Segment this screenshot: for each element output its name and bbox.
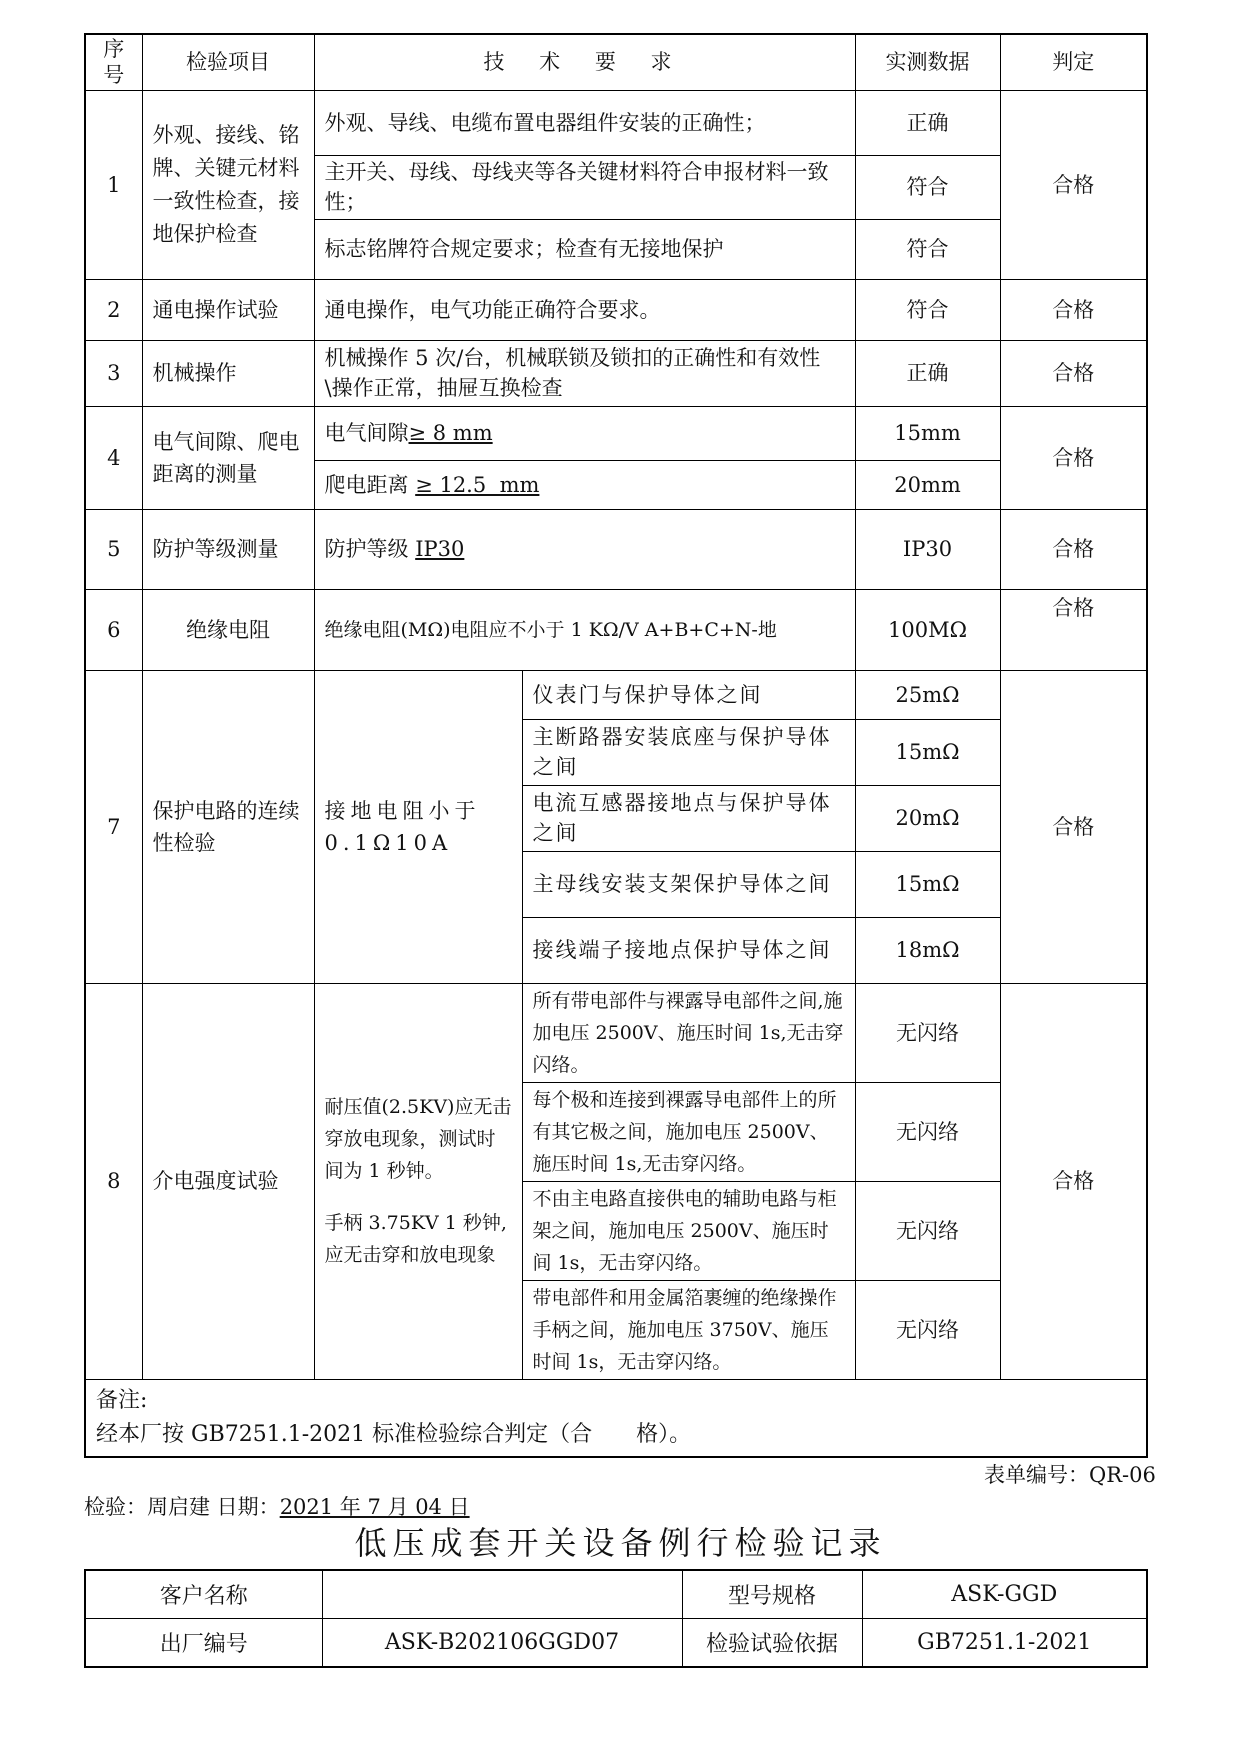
row-measured: 符合: [855, 155, 1000, 219]
row-seq: 7: [85, 670, 142, 983]
row-item: 保护电路的连续性检验: [142, 670, 314, 983]
clearance-label: 电气间隙: [324, 421, 409, 445]
creepage-label: 爬电距离: [324, 472, 416, 497]
row-requirement: 主开关、母线、母线夹等各关键材料符合申报材料一致性；: [314, 155, 855, 219]
row-item: 防护等级测量: [142, 509, 314, 589]
table-row: [85, 589, 1147, 670]
row-test-point: 主母线安装支架保护导体之间: [522, 851, 855, 917]
inspection-date: 2021 年 7 月 04 日: [279, 1495, 470, 1519]
header-tech: 技 术 要 求: [314, 34, 855, 90]
notes-label: 备注:: [96, 1387, 148, 1413]
row-item: 外观、接线、铭牌、关键元材料一致性检查，接地保护检查: [142, 90, 314, 279]
row-item: 通电操作试验: [142, 279, 314, 340]
header-verdict: 判定: [1000, 34, 1147, 90]
row-item: 绝缘电阻: [142, 589, 314, 670]
row-seq: 6: [85, 589, 142, 670]
row-measured: 18mΩ: [855, 917, 1000, 983]
header-seq: 序 号: [85, 34, 142, 90]
table-row: [85, 509, 1147, 589]
row-requirement: 绝缘电阻(MΩ)电阻应不小于 1 KΩ/V A+B+C+N-地: [314, 589, 855, 670]
row-requirement: 机械操作 5 次/台，机械联锁及锁扣的正确性和有效性\操作正常，抽屉互换检查: [314, 340, 855, 406]
row-requirement: 标志铭牌符合规定要求；检查有无接地保护: [314, 219, 855, 279]
row-requirement: [314, 406, 855, 460]
header-measured: 实测数据: [855, 34, 1000, 90]
row-measured: 15mm: [855, 406, 1000, 460]
form-number: 表单编号：QR-06: [984, 1463, 1156, 1487]
row-measured: 15mΩ: [855, 851, 1000, 917]
row-verdict: 合格: [1000, 340, 1147, 406]
row-seq: 2: [85, 279, 142, 340]
basis-label: 检验试验依据: [682, 1619, 862, 1668]
row-measured: 100MΩ: [855, 589, 1000, 670]
clearance-value: ≥ 8 mm: [408, 421, 493, 445]
table-row: [85, 670, 1147, 719]
inspector-label: 检验：周启建 日期：: [84, 1495, 280, 1519]
serial-label: 出厂编号: [85, 1619, 322, 1668]
notes-text: 经本厂按 GB7251.1-2021 标准检验综合判定（合 格）。: [96, 1421, 692, 1447]
row-verdict: 合格: [1000, 509, 1147, 589]
table-row: [85, 406, 1147, 460]
row-requirement: [314, 983, 522, 1379]
row-test-point: 带电部件和用金属箔裹缠的绝缘操作手柄之间，施加电压 3750V、施压时间 1s，无击穿闪络。: [522, 1280, 855, 1379]
inspection-table: [84, 33, 1148, 1458]
row-requirement: 外观、导线、电缆布置电器组件安装的正确性；: [314, 90, 855, 155]
row-test-point: 电流互感器接地点与保护导体之间: [522, 785, 855, 851]
notes-row: [85, 1379, 1147, 1457]
row-measured: 无闪络: [855, 1181, 1000, 1280]
basis-value: GB7251.1-2021: [862, 1619, 1147, 1668]
row-seq: 1: [85, 90, 142, 279]
inspector-line: [84, 1491, 470, 1523]
row-requirement: [314, 509, 855, 589]
row-test-point: 每个极和连接到裸露导电部件上的所有其它极之间，施加电压 2500V、施压时间 1s,无击穿闪络。: [522, 1082, 855, 1181]
handle-requirement: 手柄 3.75KV 1 秒钟,应无击穿和放电现象: [324, 1212, 507, 1266]
row-measured: 无闪络: [855, 983, 1000, 1082]
row-measured: 符合: [855, 219, 1000, 279]
row-measured: 正确: [855, 340, 1000, 406]
row-seq: 3: [85, 340, 142, 406]
row-verdict: 合格: [1000, 983, 1147, 1379]
model-label: 型号规格: [682, 1570, 862, 1619]
row-seq: 5: [85, 509, 142, 589]
row-requirement: 通电操作，电气功能正确符合要求。: [314, 279, 855, 340]
row-measured: 符合: [855, 279, 1000, 340]
customer-value: [322, 1570, 682, 1619]
row-item: 电气间隙、爬电距离的测量: [142, 406, 314, 509]
row-verdict: 合格: [1000, 589, 1147, 670]
notes-cell: [85, 1379, 1147, 1457]
dielectric-requirement: 耐压值(2.5KV)应无击穿放电现象，测试时间为 1 秒钟。: [324, 1096, 512, 1182]
serial-value: ASK-B202106GGD07: [322, 1619, 682, 1668]
table-row: [85, 90, 1147, 155]
info-table: [84, 1569, 1148, 1668]
table-row: [85, 983, 1147, 1082]
row-test-point: 所有带电部件与裸露导电部件之间,施加电压 2500V、施压时间 1s,无击穿闪络。: [522, 983, 855, 1082]
protection-label: 防护等级: [324, 537, 416, 561]
row-requirement: 接地电阻小于0.1Ω10A: [314, 670, 522, 983]
row-verdict: 合格: [1000, 670, 1147, 983]
document-title: 低压成套开关设备例行检验记录: [354, 1524, 887, 1562]
row-seq: 8: [85, 983, 142, 1379]
row-verdict: 合格: [1000, 406, 1147, 509]
row-measured: 正确: [855, 90, 1000, 155]
protection-value: IP30: [415, 537, 465, 561]
row-test-point: 仪表门与保护导体之间: [522, 670, 855, 719]
customer-label: 客户名称: [85, 1570, 322, 1619]
row-measured: 无闪络: [855, 1082, 1000, 1181]
row-seq: 4: [85, 406, 142, 509]
header-item: 检验项目: [142, 34, 314, 90]
row-measured: IP30: [855, 509, 1000, 589]
table-row: [85, 279, 1147, 340]
model-value: ASK-GGD: [862, 1570, 1147, 1619]
row-measured: 无闪络: [855, 1280, 1000, 1379]
row-measured: 20mΩ: [855, 785, 1000, 851]
creepage-value: ≥ 12.5 mm: [415, 472, 540, 497]
row-test-point: 主断路器安装底座与保护导体之间: [522, 719, 855, 785]
row-item: 介电强度试验: [142, 983, 314, 1379]
row-item: 机械操作: [142, 340, 314, 406]
row-measured: 20mm: [855, 460, 1000, 509]
row-verdict: 合格: [1000, 279, 1147, 340]
row-test-point: 不由主电路直接供电的辅助电路与柜架之间，施加电压 2500V、施压时间 1s，无击穿闪络。: [522, 1181, 855, 1280]
row-measured: 15mΩ: [855, 719, 1000, 785]
row-measured: 25mΩ: [855, 670, 1000, 719]
row-verdict: 合格: [1000, 90, 1147, 279]
table-row: [85, 340, 1147, 406]
row-requirement: [314, 460, 855, 509]
table-header-row: [85, 34, 1147, 90]
row-test-point: 接线端子接地点保护导体之间: [522, 917, 855, 983]
